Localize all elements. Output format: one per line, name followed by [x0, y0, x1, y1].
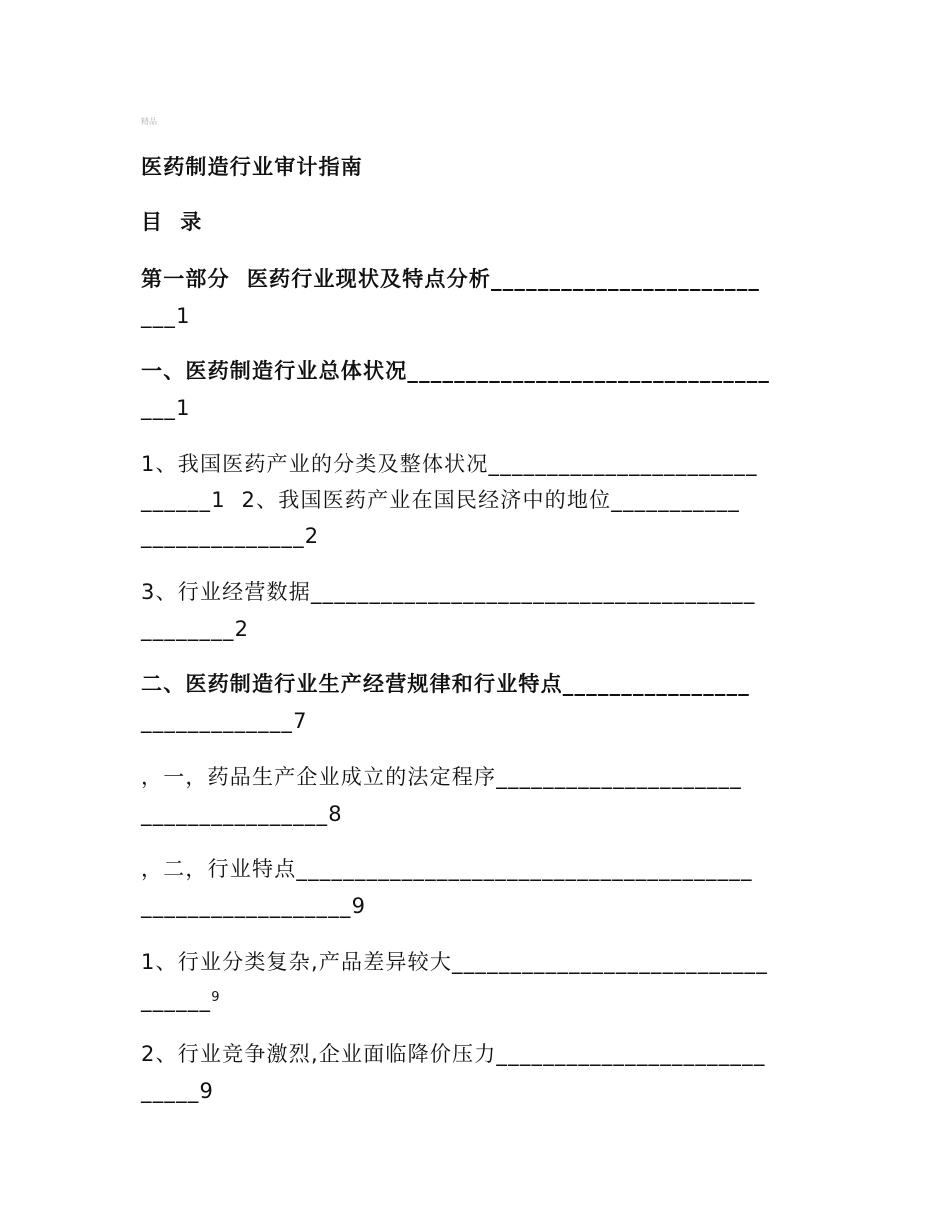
toc-entry-overall-status-page: ___1: [141, 396, 191, 420]
toc-entry-complex-classification[interactable]: 1、行业分类复杂,产品差异较大___________________________: [141, 950, 768, 974]
toc-entry-classification[interactable]: 1、我国医药产业的分类及整体状况_______________________: [141, 452, 758, 476]
toc-entry-operating-data-page: ________2: [141, 617, 250, 641]
page-number: 9: [211, 990, 221, 1005]
document-title: 医药制造行业审计指南: [141, 155, 363, 179]
toc-entry-operating-data[interactable]: 3、行业经营数据______________________________________: [141, 580, 756, 604]
toc-entry-production-rules[interactable]: 二、医药制造行业生产经营规律和行业特点________________: [141, 672, 750, 696]
toc-entry-industry-features[interactable]: ，二，行业特点_______________________________________: [141, 857, 753, 881]
toc-entry-competition-page: _____9: [141, 1079, 215, 1103]
toc-entry-part-one[interactable]: 第一部分 医药行业现状及特点分析_______________________: [141, 267, 761, 291]
toc-entry-economic-position[interactable]: ______1 2、我国医药产业在国民经济中的地位___________: [141, 488, 740, 512]
toc-entry-legal-procedure[interactable]: ，一，药品生产企业成立的法定程序_____________________: [141, 765, 742, 789]
toc-entry-industry-features-page: __________________9: [141, 894, 367, 918]
toc-entry-part-one-page: ___1: [141, 304, 191, 328]
watermark-text: 精品: [141, 117, 157, 126]
toc-entry-overall-status[interactable]: 一、医药制造行业总体状况_______________________________: [141, 359, 771, 383]
toc-entry-legal-procedure-page: ________________8: [141, 802, 343, 826]
toc-leader: ______: [141, 988, 212, 1012]
toc-heading: 目 录: [141, 210, 203, 234]
toc-entry-competition[interactable]: 2、行业竞争激烈,企业面临降价压力_______________________: [141, 1042, 766, 1066]
toc-entry-production-rules-page: _____________7: [141, 709, 308, 733]
toc-entry-complex-classification-page: [141, 984, 221, 1014]
toc-entry-economic-position-page: ______________2: [141, 524, 320, 548]
